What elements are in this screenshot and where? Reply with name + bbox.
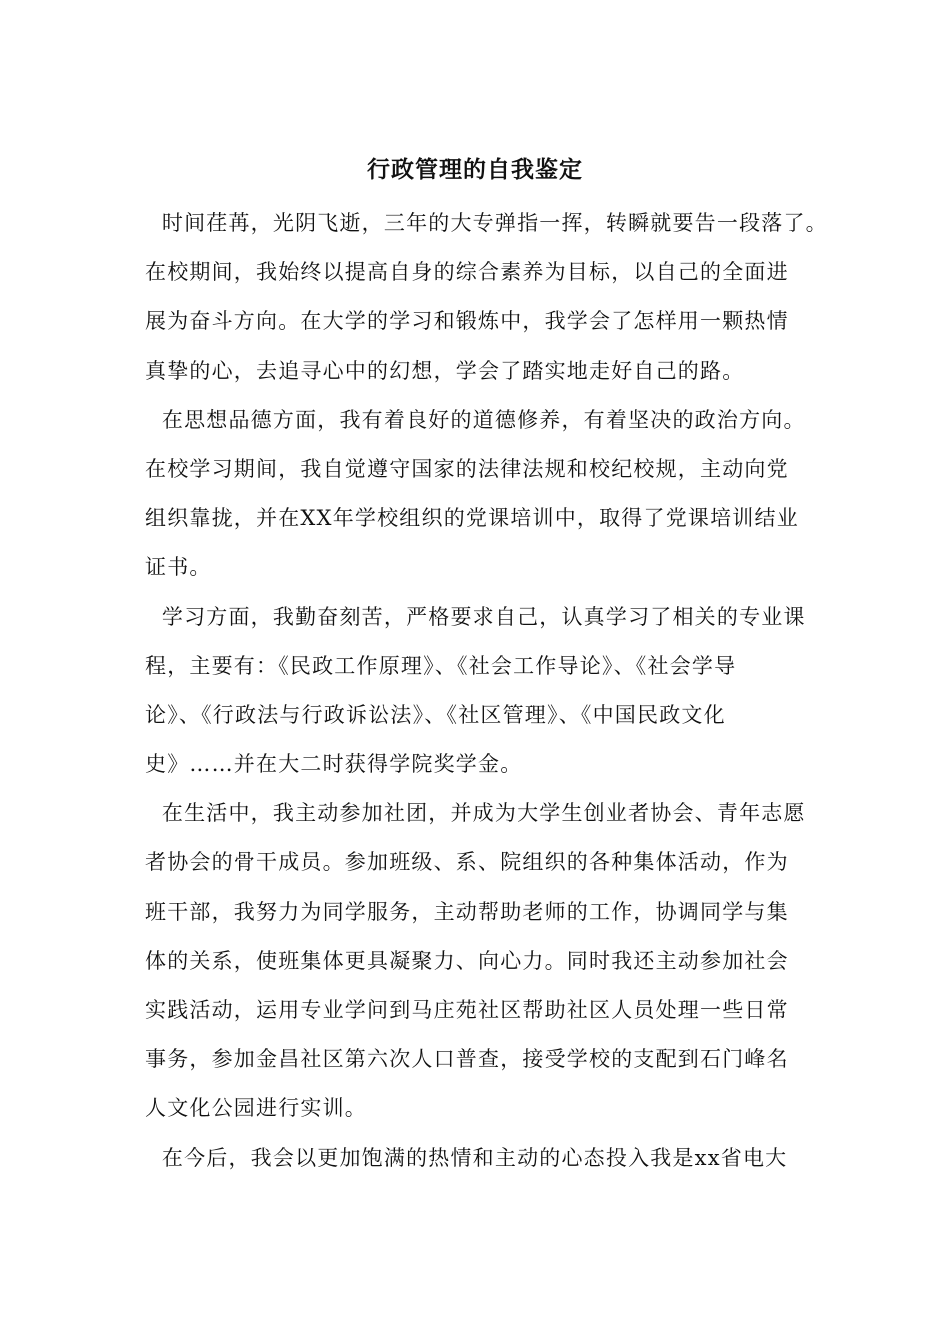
paragraph-line: 程，主要有：《民政工作原理》、《社会工作导论》、《社会学导 xyxy=(145,653,737,678)
paragraph-line: 证书。 xyxy=(145,555,212,580)
document-body xyxy=(145,199,828,1183)
paragraph-line: 体的关系，使班集体更具凝聚力、向心力。同时我还主动参加社会 xyxy=(145,948,789,973)
paragraph-line: 实践活动，运用专业学问到马庄苑社区帮助社区人员处理一些日常 xyxy=(145,998,789,1022)
document-title: 行政管理的自我鉴定 xyxy=(367,156,583,183)
paragraph-line: 展为奋斗方向。在大学的学习和锻炼中，我学会了怎样用一颗热情 xyxy=(145,309,789,334)
paragraph-line: 者协会的骨干成员。参加班级、系、院组织的各种集体活动，作为 xyxy=(145,850,789,875)
paragraph-line: 在校学习期间，我自觉遵守国家的法律法规和校纪校规，主动向党 xyxy=(145,456,789,481)
paragraph-line: 在生活中，我主动参加社团，并成为大学生创业者协会、青年志愿 xyxy=(154,801,806,826)
paragraph-line: 真挚的心，去追寻心中的幻想，学会了踏实地走好自己的路。 xyxy=(145,358,745,383)
paragraph-line: 在校期间，我始终以提高自身的综合素养为目标，以自己的全面进 xyxy=(145,260,789,285)
paragraph-line: 时间荏苒，光阴飞逝，三年的大专弹指一挥，转瞬就要告一段落了。 xyxy=(154,211,828,235)
paragraph-line: 在今后，我会以更加饱满的热情和主动的心态投入我是xx省电大 xyxy=(154,1145,788,1170)
paragraph-line: 人文化公园进行实训。 xyxy=(145,1096,367,1121)
paragraph-line: 事务，参加金昌社区第六次人口普查，接受学校的支配到石门峰名 xyxy=(145,1047,789,1072)
paragraph-line: 学习方面，我勤奋刻苦，严格要求自己，认真学习了相关的专业课 xyxy=(154,604,806,629)
paragraph-line: 组织靠拢，并在XX年学校组织的党课培训中，取得了党课培训结业 xyxy=(145,506,799,531)
paragraph-line: 班干部，我努力为同学服务，主动帮助老师的工作，协调同学与集 xyxy=(145,899,789,924)
paragraph-line: 论》、《行政法与行政诉讼法》、《社区管理》、《中国民政文化 xyxy=(145,702,726,727)
paragraph-line: 在思想品德方面，我有着良好的道德修养，有着坚决的政治方向。 xyxy=(154,407,806,432)
paragraph-line: 史》……并在大二时获得学院奖学金。 xyxy=(145,752,523,777)
